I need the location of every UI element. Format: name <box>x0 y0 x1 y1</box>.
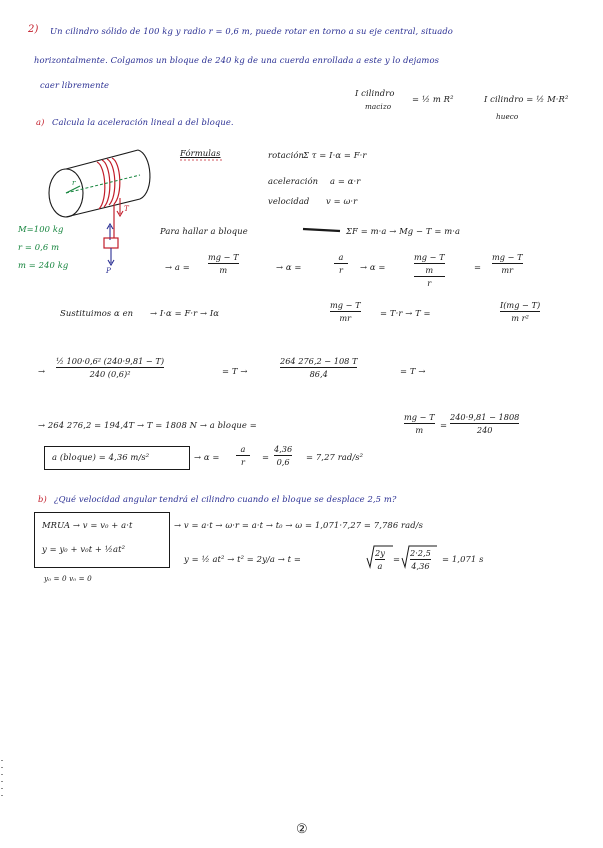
given-radius: r = 0,6 m <box>18 242 60 252</box>
part-b-step-2-value: = 1,071 s <box>442 554 484 564</box>
fig-radius-label: r <box>72 178 76 187</box>
tension-fraction-2: 240·9,81 − 1808 240 <box>450 412 520 435</box>
formulas-label: Fórmulas <box>180 148 221 158</box>
rotation-eq: Σ τ = I·α = F·r <box>303 150 367 160</box>
mrua-eq: MRUA → v = v₀ + a·t <box>42 520 133 530</box>
step-a-fraction: mg − T m <box>208 252 239 275</box>
problem-line-2: horizontalmente. Colgamos un bloque de 240 kg de una cuerda enrollada a este y lo dejamos <box>34 55 440 65</box>
big-eq-2: = T → <box>400 366 426 376</box>
step-a-prefix: → a = <box>165 262 190 272</box>
sustituimos-label: Sustituimos α en <box>60 308 134 318</box>
para-hallar: Para hallar a bloque <box>160 226 248 236</box>
sqrt-fraction-1: 2y a <box>375 548 385 571</box>
inertia-solid-sub: macizo <box>365 102 392 111</box>
alpha-fraction-3: mg − T mr <box>492 252 523 275</box>
newton-eq: ΣF = m·a → Mg − T = m·a <box>346 226 461 236</box>
result-alpha-fraction-2: 4,36 0,6 <box>274 444 293 467</box>
problem-number: 2) <box>28 24 39 35</box>
problem-line-3: caer libremente <box>40 80 110 90</box>
velocity-label: velocidad <box>268 196 310 206</box>
given-mass-cylinder: M=100 kg <box>18 224 64 234</box>
position-eq: y = y₀ + v₀t + ½at² <box>42 544 126 554</box>
inertia-solid-eq: = ½ m R² <box>412 94 454 104</box>
initial-conditions: y₀ = 0 v₀ = 0 <box>44 574 92 583</box>
subst-eq: → I·α = F·r → Iα <box>150 308 220 318</box>
inertia-hollow-sub: hueco <box>496 112 519 121</box>
result-alpha-value: = 7,27 rad/s² <box>306 452 364 462</box>
alpha-fraction: a r <box>334 252 348 275</box>
part-b-label: b) <box>38 494 47 504</box>
radius-line <box>66 186 80 193</box>
tension-fraction-1: mg − T m <box>404 412 435 435</box>
page-number: ② <box>296 822 308 837</box>
given-mass-block: m = 240 kg <box>18 260 69 270</box>
result-alpha-fraction-1: a r <box>236 444 250 467</box>
step-alpha-prefix: → α = <box>276 262 302 272</box>
sqrt-fraction-2: 2·2,5 4,36 <box>410 548 431 571</box>
part-b-step-1: → v = a·t → ω·r = a·t → t₀ → ω = 1,071·7,27 = 7,786 rad/s <box>174 520 423 530</box>
big-fraction-2: 264 276,2 − 108 T 86,4 <box>280 356 358 379</box>
subst-fraction: I(mg − T) m r² <box>500 300 541 323</box>
problem-line-1: Un cilindro sólido de 100 kg y radio r = 0,6 m, puede rotar en torno a su eje central, situado <box>50 26 453 36</box>
fig-tension-label: T <box>124 204 129 213</box>
alpha-fraction-2: mg − T m r <box>414 252 445 288</box>
part-a-label: a) <box>36 117 45 127</box>
part-a-title: Calcula la aceleración lineal a del bloque. <box>52 117 234 127</box>
inertia-solid-label: I cilindro <box>355 88 395 98</box>
big-eq-1: = T → <box>222 366 248 376</box>
result-a-value: a (bloque) = 4,36 m/s² <box>52 452 150 462</box>
part-b-title: ¿Qué velocidad angular tendrá el cilindro cuando el bloque se desplace 2,5 m? <box>54 494 397 504</box>
part-b-step-2: y = ½ at² → t² = 2y/a → t = <box>184 554 301 564</box>
hanging-block <box>104 238 118 248</box>
acceleration-eq: a = α·r <box>330 176 361 186</box>
tension-line: → 264 276,2 = 194,4T → T = 1808 N → a bloque = <box>38 420 257 430</box>
subst-paren-fraction: mg − T mr <box>330 300 361 323</box>
inertia-hollow-eq: I cilindro = ½ M·R² <box>484 94 569 104</box>
big-fraction-1: ½ 100·0,6² (240·9,81 − T) 240 (0,6)² <box>56 356 165 379</box>
acceleration-label: aceleración <box>268 176 319 186</box>
rotation-label: rotación <box>268 150 305 160</box>
result-alpha-prefix: → α = <box>194 452 220 462</box>
velocity-eq: v = ω·r <box>326 196 358 206</box>
fig-weight-label: P <box>106 266 111 275</box>
subst-eq-2: = T·r → T = <box>380 308 431 318</box>
